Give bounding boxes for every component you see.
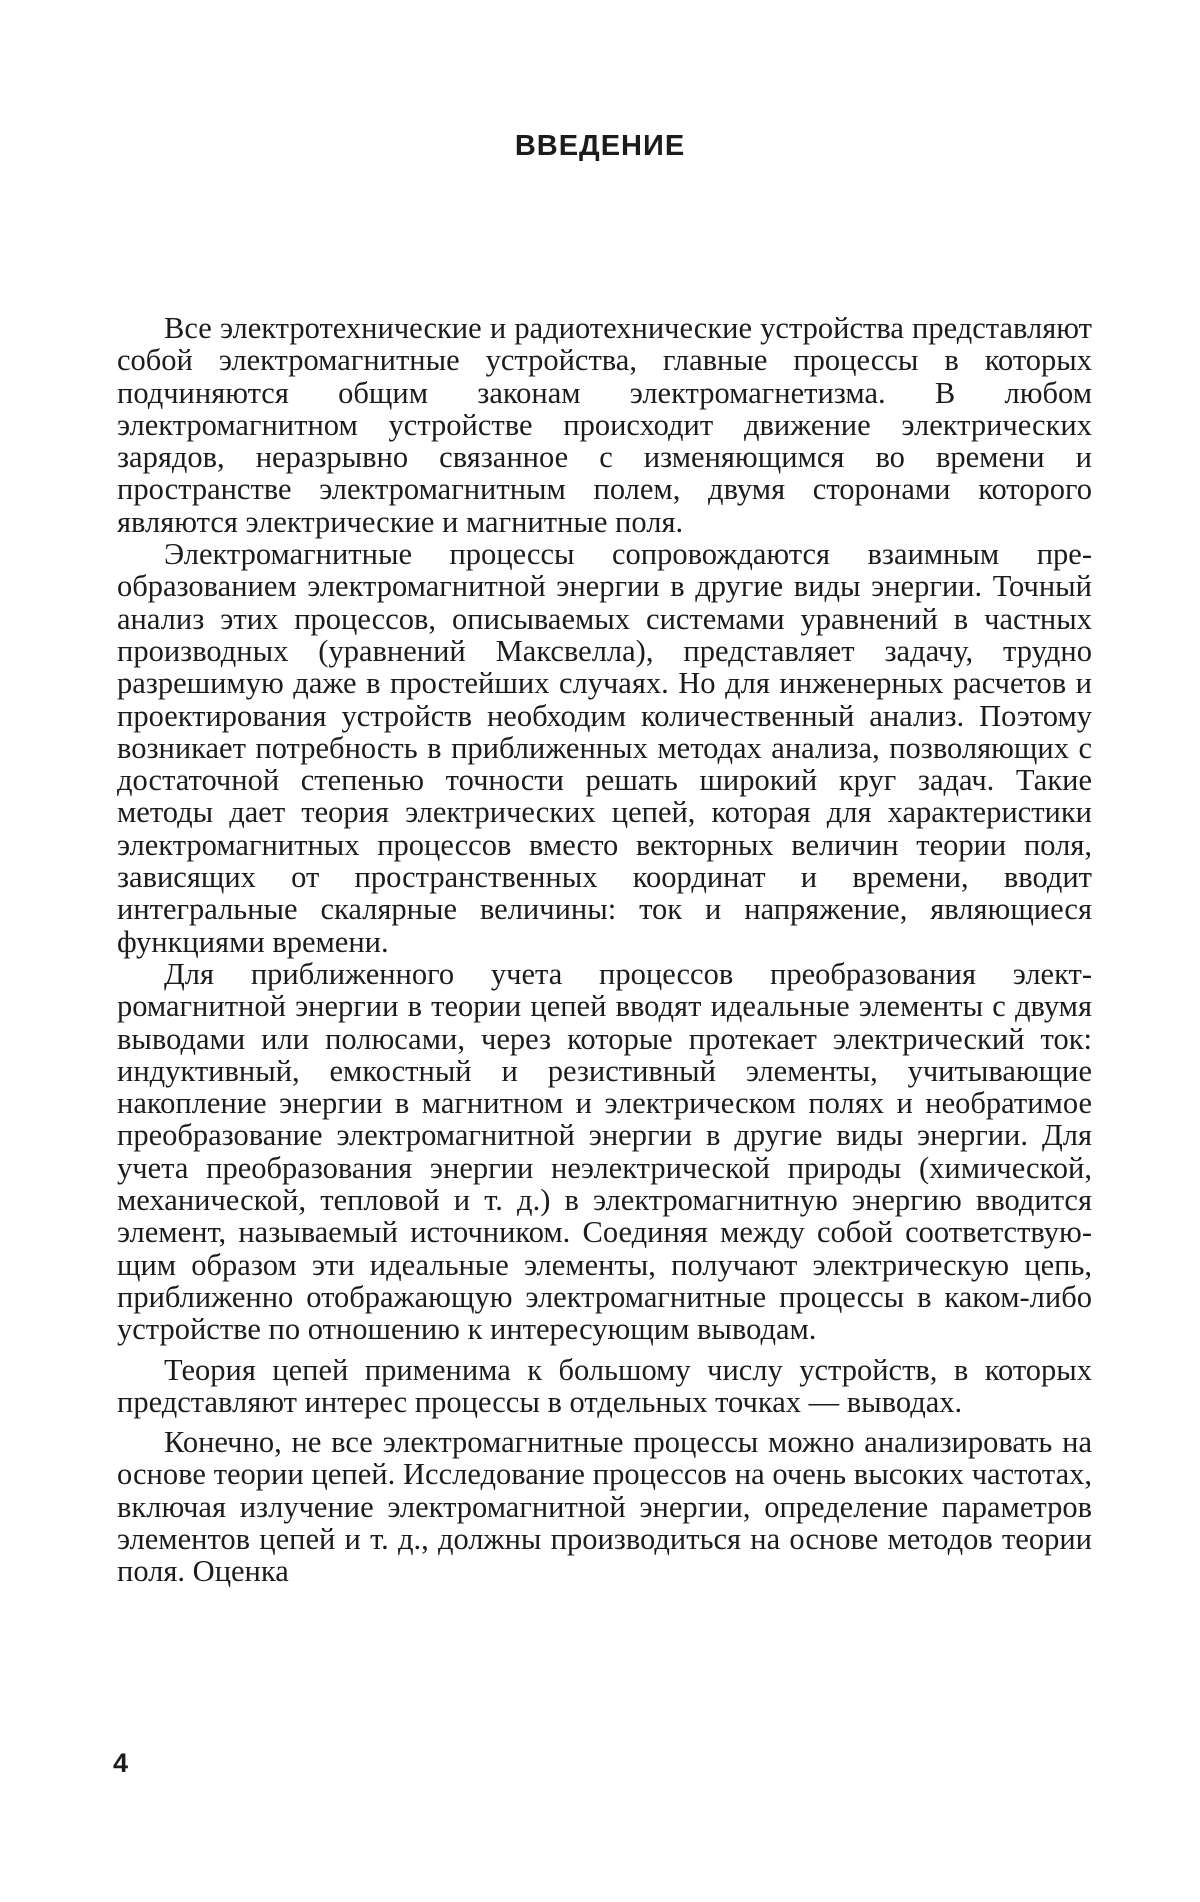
chapter-title: ВВЕДЕНИЕ bbox=[514, 130, 686, 162]
paragraph: Конечно, не все электромагнитные процессы можно анализировать на основе теории цепей. Исследование процессов на очень высоких частотах, включая излучение электромагнитной энергии, определение параметров элементов цепей и т. д., должны производиться на основе методов теории поля. Оценка bbox=[117, 1425, 1092, 1589]
paragraph: Все электротехнические и радиотехнические устройства представляют собой электромагнитные устройства, главные процессы в которых подчиняются общим законам электромагнетизма. В любом электромагнитном устройстве происходит движение электрических зарядов, неразрывно связанное с изменяющимся во времени и пространстве электромагнитным полем, двумя сторонами которого являются электрические и магнитные поля. bbox=[117, 311, 1092, 539]
page-number: 4 bbox=[113, 1748, 129, 1778]
paragraph: Теория цепей применима к большому числу устройств, в которых представляют интерес процессы в отдельных точках — выводах. bbox=[117, 1352, 1092, 1419]
paragraph: Электромагнитные процессы сопровождаются взаимным преобразованием электромагнитной энергии в другие виды энергии. Точный анализ этих процессов, описываемых системами уравнений в частных производных (уравнений Максвелла), представляет задачу, трудно разрешимую даже в простейших случаях. Но для инженерных расчетов и проектирования устройств необходим количественный анализ. Поэтому возникает потребность в приближенных методах анализа, позволяющих с достаточной степенью точности решать широкий круг задач. Такие методы дает теория электрических цепей, которая для характеристики электромагнитных процессов вместо векторных величин теории поля, зависящих от пространственных координат и времени, вводит интегральные скалярные величины: ток и напряжение, являющиеся функциями времени. bbox=[117, 537, 1092, 959]
paragraph: Для приближенного учета процессов преобразования электромагнитной энергии в теории цепей вводят идеальные элементы с двумя выводами или полюсами, через которые протекает электрический ток: индуктивный, емкостный и резистивный элементы, учитывающие накопление энергии в магнитном и электрическом полях и необратимое преобразование электромагнитной энергии в другие виды энергии. Для учета преобразования энергии неэлектрической природы (химической, механической, тепловой и т. д.) в электромагнитную энергию вводится элемент, называемый источником. Соединяя между собой соответствующим образом эти идеальные элементы, получают электрическую цепь, приближенно отображающую электромагнитные процессы в каком-либо устройстве по отношению к интересующим выводам. bbox=[117, 956, 1092, 1347]
body-text bbox=[117, 312, 1092, 1588]
